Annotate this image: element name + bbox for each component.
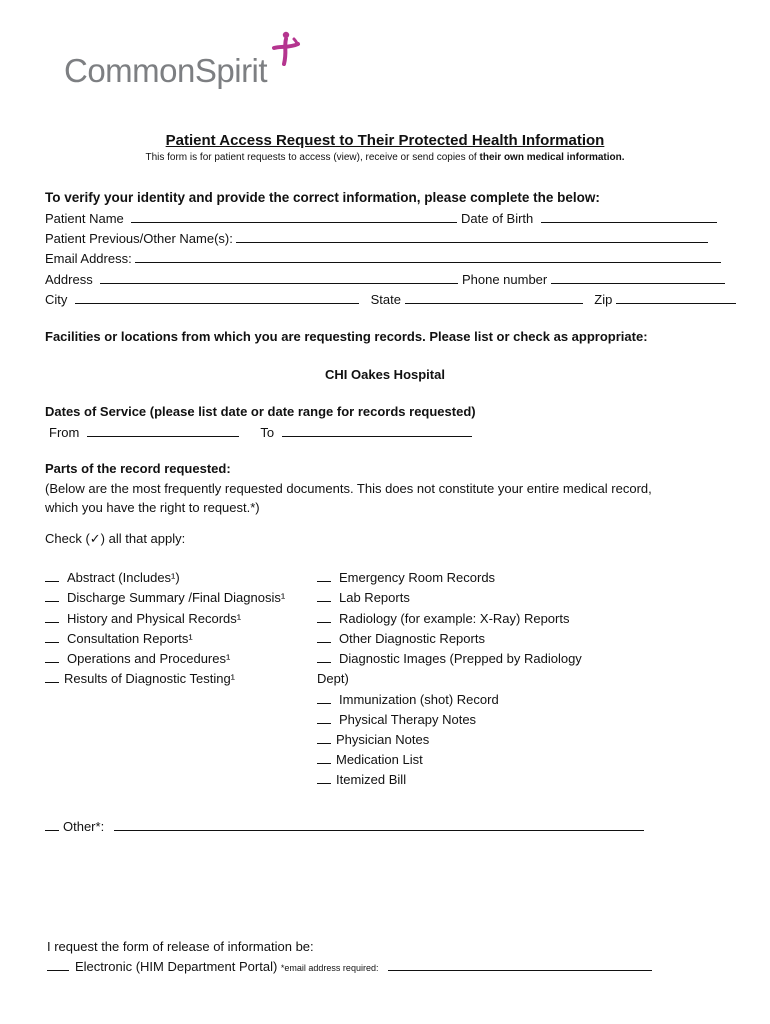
form-title: Patient Access Request to Their Protected Health Information [165,132,605,149]
city-row [45,291,736,307]
item-label: Physician Notes [336,732,430,747]
checkbox-blank[interactable] [317,752,331,764]
right-item-2[interactable] [317,611,569,626]
facilities-heading: Facilities or locations from which you are requesting records. Please list or check as appropriate: [45,329,648,344]
check-instruction: Check (✓) all that apply: [45,531,186,546]
checkbox-blank[interactable] [45,631,59,643]
state-field[interactable] [405,291,583,304]
city-label: City [45,292,68,307]
other-field[interactable] [114,818,644,831]
right-item-7[interactable] [317,712,476,727]
other-label: Other*: [63,819,105,834]
patient-name-row [45,210,717,226]
subtitle-text: This form is for patient requests to access (view), receive or send copies of [145,152,477,163]
checkbox-blank[interactable] [317,631,331,643]
checkbox-blank[interactable] [45,570,59,582]
form-subtitle [0,152,770,163]
right-item-9[interactable] [317,752,423,767]
to-date-field[interactable] [282,424,472,437]
left-item-4[interactable] [45,651,230,666]
checkbox-blank[interactable] [317,651,331,663]
left-item-0[interactable] [45,570,180,585]
checkbox-blank[interactable] [317,570,331,582]
item-label: Immunization (shot) Record [339,692,499,707]
right-item-6[interactable] [317,692,499,707]
right-item-3[interactable] [317,631,485,646]
logo-mark-icon [264,30,304,68]
logo-wordmark: CommonSpirit [64,52,268,89]
state-label: State [370,292,401,307]
item-label: Physical Therapy Notes [339,712,477,727]
patient-name-field[interactable] [131,210,457,223]
release-electronic-row [47,958,652,974]
subtitle-bold-text: their own medical information. [479,152,625,163]
previous-names-field[interactable] [236,230,708,243]
right-item-4-cont: Dept) [317,671,349,686]
verify-heading: To verify your identity and provide the correct information, please complete the below: [45,190,600,205]
from-label: From [49,425,80,440]
previous-names-row [45,230,708,246]
left-item-1[interactable] [45,590,285,605]
email-label: Email Address: [45,251,132,266]
checkbox-blank[interactable] [47,959,69,971]
checkbox-blank[interactable] [317,712,331,724]
item-label: Discharge Summary /Final Diagnosis¹ [67,590,286,605]
from-date-field[interactable] [87,424,239,437]
phone-field[interactable] [551,271,725,284]
left-item-5[interactable] [45,671,235,686]
address-label: Address [45,272,93,287]
patient-name-label: Patient Name [45,211,124,226]
item-label: Consultation Reports¹ [67,631,193,646]
dates-heading: Dates of Service (please list date or date range for records requested) [45,404,476,419]
right-item-1[interactable] [317,590,410,605]
checkbox-blank[interactable] [45,611,59,623]
address-row [45,271,725,287]
checkbox-blank[interactable] [317,611,331,623]
checkbox-blank[interactable] [317,692,331,704]
left-item-3[interactable] [45,631,193,646]
phone-label: Phone number [461,272,548,287]
checkbox-blank[interactable] [317,732,331,744]
item-label: Lab Reports [339,590,410,605]
left-item-2[interactable] [45,611,241,626]
parts-note-line1: (Below are the most frequently requested documents. This does not constitute your entire medical record, [45,481,652,496]
release-email-field[interactable] [388,958,652,971]
checkbox-blank[interactable] [317,772,331,784]
zip-field[interactable] [616,291,736,304]
item-label: Emergency Room Records [339,570,496,585]
dates-row [49,424,472,440]
right-item-0[interactable] [317,570,495,585]
previous-names-label: Patient Previous/Other Name(s): [45,231,233,246]
address-field[interactable] [100,271,458,284]
item-label: History and Physical Records¹ [67,611,242,626]
release-heading: I request the form of release of information be: [47,939,314,954]
other-row [45,818,644,834]
checkbox-blank[interactable] [45,590,59,602]
email-row [45,250,721,266]
item-label: Radiology (for example: X-Ray) Reports [339,611,570,626]
item-label: Diagnostic Images (Prepped by Radiology [339,651,582,666]
city-field[interactable] [75,291,359,304]
checkbox-blank[interactable] [45,651,59,663]
checkbox-blank[interactable] [317,590,331,602]
item-label: Operations and Procedures¹ [67,651,231,666]
right-item-8[interactable] [317,732,429,747]
item-label: Other Diagnostic Reports [339,631,485,646]
right-item-10[interactable] [317,772,406,787]
item-label: Results of Diagnostic Testing¹ [64,671,236,686]
dob-field[interactable] [541,210,717,223]
to-label: To [260,425,275,440]
parts-note-line2: which you have the right to request.*) [45,500,260,515]
checkbox-blank[interactable] [45,819,59,831]
zip-label: Zip [594,292,613,307]
email-field[interactable] [135,250,721,263]
right-item-4[interactable] [317,651,582,666]
checkbox-blank[interactable] [45,671,59,683]
item-label: Medication List [336,752,423,767]
electronic-label: Electronic (HIM Department Portal) [75,959,278,974]
dob-label: Date of Birth [461,211,534,226]
facility-name: CHI Oakes Hospital [325,367,445,382]
email-required-note: *email address required: [280,963,379,973]
parts-heading: Parts of the record requested: [45,461,231,476]
item-label: Abstract (Includes¹) [67,570,180,585]
item-label: Itemized Bill [336,772,407,787]
